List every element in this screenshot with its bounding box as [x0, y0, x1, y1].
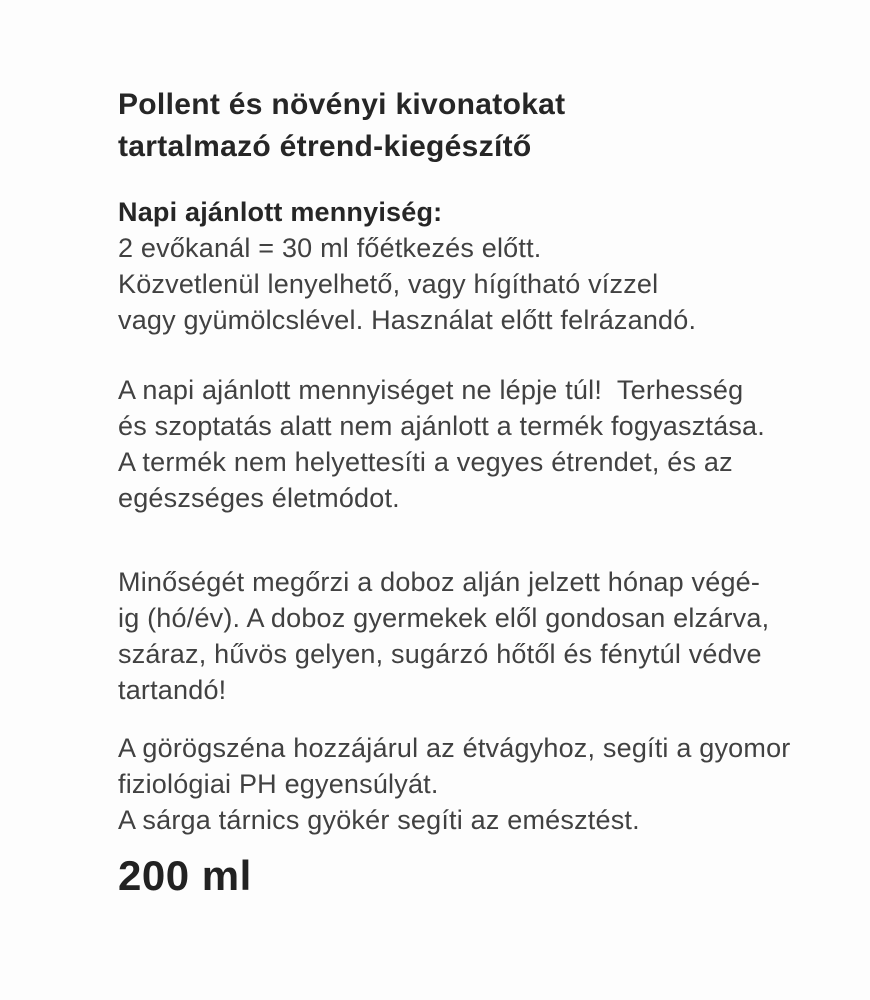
warning-paragraph	[118, 372, 810, 516]
warning-line: és szoptatás alatt nem ajánlott a termék fogyasztása.	[118, 411, 765, 441]
storage-line: Minőségét megőrzi a doboz alján jelzett hónap végé-	[118, 567, 761, 597]
warning-line: egészséges életmódot.	[118, 483, 400, 513]
dosage-paragraph	[118, 194, 810, 338]
product-title-line: tartalmazó étrend-kiegészítő	[118, 130, 532, 163]
benefits-line: A görögszéna hozzájárul az étvágyhoz, segíti a gyomor	[118, 733, 791, 763]
product-title-line: Pollent és növényi kivonatokat	[118, 88, 566, 121]
storage-paragraph	[118, 564, 810, 708]
dosage-heading: Napi ajánlott mennyiség:	[118, 197, 443, 227]
storage-line: ig (hó/év). A doboz gyermekek elől gondosan elzárva,	[118, 603, 770, 633]
dosage-line: 2 evőkanál = 30 ml főétkezés előtt.	[118, 233, 542, 263]
product-title	[118, 84, 810, 168]
dosage-line: Közvetlenül lenyelhető, vagy hígítható vízzel	[118, 269, 659, 299]
net-volume: 200 ml	[118, 852, 252, 899]
benefits-paragraph	[118, 730, 810, 838]
label-text-block	[118, 84, 810, 900]
storage-line: száraz, hűvös gelyen, sugárzó hőtől és fénytúl védve	[118, 639, 762, 669]
benefits-line: fiziológiai PH egyensúlyát.	[118, 769, 439, 799]
dosage-line: vagy gyümölcslével. Használat előtt felrázandó.	[118, 305, 697, 335]
warning-line: A termék nem helyettesíti a vegyes étrendet, és az	[118, 447, 733, 477]
storage-line: tartandó!	[118, 675, 227, 705]
benefits-line: A sárga tárnics gyökér segíti az emésztést.	[118, 805, 640, 835]
warning-line: A napi ajánlott mennyiséget ne lépje túl! Terhesség	[118, 375, 744, 405]
